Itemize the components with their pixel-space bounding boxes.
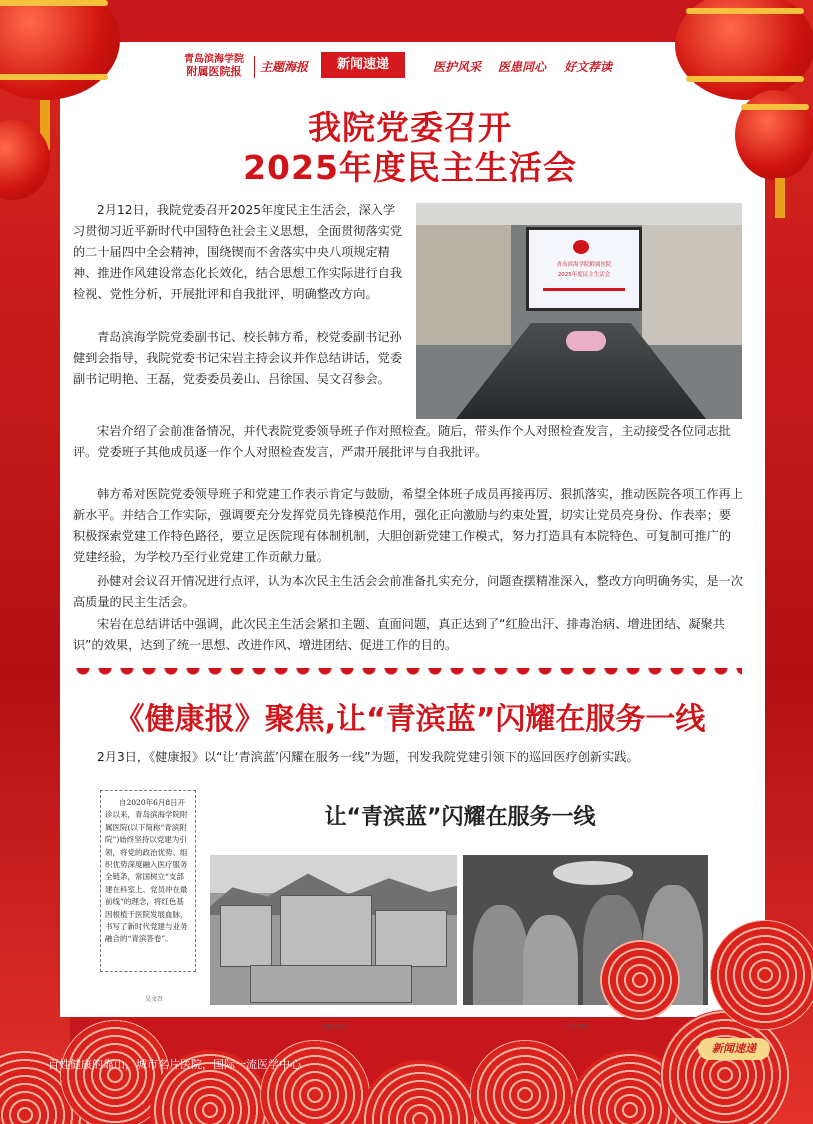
article1-paragraph-2: 青岛滨海学院党委副书记、校长韩方希，校党委副书记孙健到会指导，我院党委书记宋岩主持会议并作总结讲话，党委副书记明艳、王磊，党委委员姜山、吕徐国、吴文召参会。 — [73, 330, 403, 386]
clipping-sidebar-text: 自2020年6月8日开诊以来，青岛滨海学院附属医院(以下简称“青滨附院”)始终坚持以党建为引领，将党的政治优势、组织优势深度融入医疗服务全链条，常国树立“支部建在科室上、党员冲在最前线”的理念，将红色基因根植于医院发展血脉，书写了新时代党建与业务融合的“青滨答卷”。 — [100, 790, 196, 972]
table-flowers — [566, 331, 606, 351]
screen-text-line1: 青岛滨海学院附属医院 — [556, 262, 612, 268]
article1-title — [160, 108, 660, 188]
lantern-right-lower — [735, 90, 813, 180]
photo-wall-right — [642, 225, 742, 345]
masthead-logo — [178, 54, 250, 78]
photo-ceiling — [416, 203, 742, 225]
masthead-logo-line1: 青岛滨海学院 — [184, 54, 244, 65]
nav-item-news-active[interactable]: 新闻速递 — [321, 52, 405, 78]
masthead-logo-line2: 附属医院报 — [186, 65, 242, 78]
screen-red-line — [543, 288, 625, 291]
photo-wall-left — [416, 225, 511, 345]
clipping-headline: 让“青滨蓝”闪耀在服务一线 — [324, 805, 596, 830]
party-emblem-icon — [573, 240, 589, 254]
lantern-tassel-right — [775, 178, 785, 218]
footer-slogan: 百姓健康的靠山，城市名片医院，国际一流医学中心 — [48, 1058, 301, 1071]
meeting-photo — [416, 203, 742, 419]
scalloped-divider — [72, 668, 742, 682]
article2-intro: 2月3日，《健康报》以“让‘青滨蓝’闪耀在服务一线”为题，刊发我院党建引领下的巡回医疗创新实践。 — [97, 750, 639, 764]
bottom-cloud-decoration — [0, 900, 813, 1124]
nav-item-doctor-patient[interactable]: 医患同心 — [498, 60, 547, 74]
swirl-cloud — [260, 1040, 370, 1124]
nav-item-medical-staff[interactable]: 医护风采 — [433, 60, 482, 74]
article1-paragraph-3: 宋岩介绍了会前准备情况，并代表院党委领导班子作对照检查。随后，带头作个人对照检查发言，主动接受各位同志批评。党委班子其他成员逐一作个人对照检查发言，严肃开展批评与自我批评。 — [73, 424, 731, 459]
clipping-byline: 吴文召 — [145, 996, 164, 1003]
article1-paragraph-5: 孙健对会议召开情况进行点评，认为本次民主生活会会前准备扎实充分，问题查摆精准深入，整改方向明确务实，是一次高质量的民主生活会。 — [73, 574, 743, 609]
clipping-caption-left: 医院外景 — [322, 1024, 347, 1031]
clipping-caption-right: 手术团队 — [565, 1024, 590, 1031]
screen-text-line2: 2025年度民主生活会 — [557, 272, 611, 278]
article1-paragraph-1: 2月12日，我院党委召开2025年度民主生活会，深入学习贯彻习近平新时代中国特色社会主义思想，全面贯彻落实党的二十届四中全会精神，围绕锲而不舍落实中央八项规定精神、推进作风建设常态化长效化，结合思想工作实际进行自我检视、党性分析，开展批评和自我批评，明确整改方向。 — [73, 203, 403, 301]
surgical-lamp — [553, 861, 633, 885]
article2-title: 《健康报》聚焦,让“青滨蓝”闪耀在服务一线 — [114, 702, 706, 737]
article1-title-line1: 我院党委召开 — [308, 108, 512, 147]
swirl-cloud — [360, 1060, 480, 1124]
swirl-cloud — [470, 1040, 580, 1124]
swirl-cloud — [600, 940, 680, 1020]
meeting-screen — [526, 227, 642, 311]
article1-title-line2: 2025年度民主生活会 — [243, 148, 577, 187]
article1-paragraph-4: 韩方希对医院党委领导班子和党建工作表示肯定与鼓励，希望全体班子成员再接再厉、狠抓落实，推动医院各项工作再上新水平。并结合工作实际，强调要充分发挥党员先锋模范作用，强化正向激励与约束处置，切实让党员亮身份、作表率；要积极探索党建工作特色路径，要立足医院现有体制机制，大胆创新党建工作模式，努力打造具有本院特色、可复制可推广的党建经验，为学校乃至行业党建工作贡献力量。 — [73, 487, 743, 564]
footer-section-tag: 新闻速递 — [698, 1038, 770, 1060]
swirl-cloud — [710, 920, 813, 1030]
masthead-divider — [254, 56, 255, 78]
nav-item-theme-poster[interactable]: 主题海报 — [260, 60, 309, 74]
article1-paragraph-6: 宋岩在总结讲话中强调，此次民主生活会紧扣主题、直面问题，真正达到了“红脸出汗、排毒治病、增进团结、凝聚共识”的效果，达到了统一思想、改进作风、增进团结、促进工作的目的。 — [73, 617, 725, 652]
masthead-nav — [178, 52, 638, 80]
nav-item-recommended[interactable]: 好文荐读 — [564, 60, 613, 74]
